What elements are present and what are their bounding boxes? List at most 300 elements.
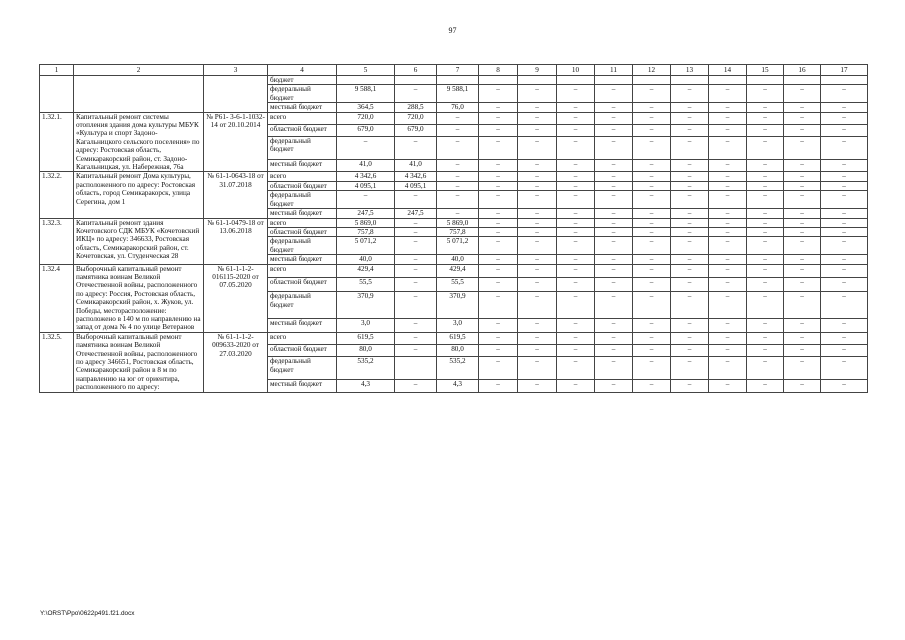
- empty-year-cell: –: [479, 112, 518, 124]
- empty-year-cell: [518, 76, 557, 85]
- empty-year-cell: –: [709, 380, 747, 392]
- empty-year-cell: –: [557, 85, 595, 103]
- empty-year-cell: –: [557, 345, 595, 357]
- item-decree: № 61-1-1-2-016115-2020 от 07.05.2020: [204, 264, 268, 332]
- empty-year-cell: –: [557, 318, 595, 332]
- empty-year-cell: –: [747, 380, 784, 392]
- empty-year-cell: –: [518, 237, 557, 255]
- column-header: 10: [557, 65, 595, 76]
- item-number: 1.32.4: [40, 264, 74, 332]
- amount-cell: 5 071,2: [337, 237, 395, 255]
- budget-type: всего: [268, 112, 337, 124]
- empty-year-cell: –: [747, 278, 784, 292]
- empty-year-cell: –: [709, 345, 747, 357]
- amount-cell: –: [437, 112, 479, 124]
- empty-year-cell: –: [784, 112, 821, 124]
- empty-year-cell: –: [747, 292, 784, 318]
- empty-year-cell: –: [784, 85, 821, 103]
- amount-cell: –: [437, 124, 479, 136]
- empty-year-cell: –: [479, 124, 518, 136]
- empty-year-cell: –: [821, 124, 868, 136]
- column-header: 2: [74, 65, 204, 76]
- amount-cell: –: [395, 85, 437, 103]
- empty-year-cell: –: [709, 172, 747, 181]
- item-number: [40, 76, 74, 113]
- amount-cell: –: [395, 332, 437, 344]
- empty-year-cell: –: [557, 124, 595, 136]
- budget-type: областной бюджет: [268, 181, 337, 190]
- empty-year-cell: –: [709, 227, 747, 236]
- empty-year-cell: –: [633, 278, 671, 292]
- amount-cell: 41,0: [395, 160, 437, 172]
- amount-cell: –: [395, 292, 437, 318]
- empty-year-cell: –: [784, 278, 821, 292]
- empty-year-cell: –: [671, 124, 709, 136]
- empty-year-cell: –: [671, 357, 709, 380]
- amount-cell: 40,0: [337, 255, 395, 264]
- empty-year-cell: –: [821, 85, 868, 103]
- empty-year-cell: –: [671, 332, 709, 344]
- empty-year-cell: [557, 76, 595, 85]
- empty-year-cell: [595, 76, 633, 85]
- empty-year-cell: –: [595, 345, 633, 357]
- empty-year-cell: –: [595, 209, 633, 218]
- empty-year-cell: –: [709, 124, 747, 136]
- empty-year-cell: –: [747, 237, 784, 255]
- empty-year-cell: –: [784, 264, 821, 278]
- item-description: Капитальный ремонт системы отопления здания дома культуры МБУК «Культура и спорт Задоно-Кагальницкого сельского поселения» по адресу: Ростовская область, Семикаракорский район, ст. Задоно-Кагальницкая, ул. Набережная, 76а: [74, 112, 204, 172]
- empty-year-cell: –: [671, 218, 709, 227]
- empty-year-cell: –: [747, 227, 784, 236]
- amount-cell: 247,5: [337, 209, 395, 218]
- empty-year-cell: –: [557, 264, 595, 278]
- empty-year-cell: –: [595, 264, 633, 278]
- budget-type: областной бюджет: [268, 345, 337, 357]
- empty-year-cell: –: [557, 160, 595, 172]
- empty-year-cell: –: [747, 191, 784, 209]
- empty-year-cell: –: [709, 209, 747, 218]
- empty-year-cell: –: [671, 209, 709, 218]
- empty-year-cell: –: [633, 112, 671, 124]
- empty-year-cell: –: [633, 160, 671, 172]
- amount-cell: 370,9: [437, 292, 479, 318]
- empty-year-cell: –: [479, 172, 518, 181]
- amount-cell: [337, 76, 395, 85]
- budget-type: местный бюджет: [268, 103, 337, 112]
- empty-year-cell: –: [747, 137, 784, 160]
- empty-year-cell: –: [479, 264, 518, 278]
- empty-year-cell: –: [633, 264, 671, 278]
- empty-year-cell: –: [518, 318, 557, 332]
- budget-type: местный бюджет: [268, 380, 337, 392]
- empty-year-cell: –: [557, 181, 595, 190]
- empty-year-cell: –: [709, 85, 747, 103]
- empty-year-cell: –: [709, 332, 747, 344]
- table-row: [40, 76, 868, 85]
- empty-year-cell: –: [479, 103, 518, 112]
- empty-year-cell: –: [479, 85, 518, 103]
- amount-cell: 535,2: [437, 357, 479, 380]
- empty-year-cell: –: [557, 209, 595, 218]
- empty-year-cell: –: [595, 191, 633, 209]
- empty-year-cell: –: [709, 112, 747, 124]
- budget-type: местный бюджет: [268, 160, 337, 172]
- empty-year-cell: –: [747, 112, 784, 124]
- budget-type: федеральный бюджет: [268, 191, 337, 209]
- empty-year-cell: –: [671, 318, 709, 332]
- empty-year-cell: –: [633, 85, 671, 103]
- empty-year-cell: –: [821, 380, 868, 392]
- empty-year-cell: –: [557, 237, 595, 255]
- budget-type: федеральный бюджет: [268, 237, 337, 255]
- amount-cell: 247,5: [395, 209, 437, 218]
- empty-year-cell: –: [821, 103, 868, 112]
- empty-year-cell: –: [747, 209, 784, 218]
- amount-cell: –: [337, 191, 395, 209]
- item-decree: № 61-1-0643-18 от 31.07.2018: [204, 172, 268, 218]
- empty-year-cell: –: [557, 191, 595, 209]
- empty-year-cell: –: [479, 255, 518, 264]
- empty-year-cell: [633, 76, 671, 85]
- empty-year-cell: –: [784, 172, 821, 181]
- budget-type: всего: [268, 218, 337, 227]
- empty-year-cell: –: [479, 292, 518, 318]
- empty-year-cell: [784, 76, 821, 85]
- empty-year-cell: –: [633, 318, 671, 332]
- empty-year-cell: –: [518, 332, 557, 344]
- budget-type: местный бюджет: [268, 209, 337, 218]
- amount-cell: 679,0: [337, 124, 395, 136]
- amount-cell: 5 869,0: [337, 218, 395, 227]
- item-decree: № 61-1-1-2-009633-2020 от 27.03.2020: [204, 332, 268, 392]
- empty-year-cell: –: [709, 278, 747, 292]
- table-body: [40, 76, 868, 393]
- empty-year-cell: [747, 76, 784, 85]
- budget-type: местный бюджет: [268, 318, 337, 332]
- empty-year-cell: –: [821, 181, 868, 190]
- empty-year-cell: –: [709, 103, 747, 112]
- empty-year-cell: –: [518, 85, 557, 103]
- amount-cell: 364,5: [337, 103, 395, 112]
- amount-cell: 3,0: [337, 318, 395, 332]
- empty-year-cell: –: [595, 292, 633, 318]
- empty-year-cell: –: [595, 160, 633, 172]
- budget-type: бюджет: [268, 76, 337, 85]
- amount-cell: –: [437, 160, 479, 172]
- empty-year-cell: –: [671, 191, 709, 209]
- amount-cell: –: [395, 278, 437, 292]
- amount-cell: –: [395, 255, 437, 264]
- empty-year-cell: –: [784, 357, 821, 380]
- empty-year-cell: –: [633, 124, 671, 136]
- amount-cell: 4,3: [337, 380, 395, 392]
- empty-year-cell: –: [479, 318, 518, 332]
- empty-year-cell: –: [747, 318, 784, 332]
- empty-year-cell: [821, 76, 868, 85]
- budget-type: федеральный бюджет: [268, 292, 337, 318]
- budget-type: федеральный бюджет: [268, 137, 337, 160]
- empty-year-cell: –: [479, 218, 518, 227]
- empty-year-cell: –: [784, 345, 821, 357]
- column-header: 4: [268, 65, 337, 76]
- empty-year-cell: –: [633, 345, 671, 357]
- budget-type: федеральный бюджет: [268, 357, 337, 380]
- empty-year-cell: –: [671, 160, 709, 172]
- empty-year-cell: –: [633, 103, 671, 112]
- empty-year-cell: –: [595, 237, 633, 255]
- empty-year-cell: –: [821, 209, 868, 218]
- amount-cell: 619,5: [337, 332, 395, 344]
- empty-year-cell: –: [595, 112, 633, 124]
- item-number: 1.32.3.: [40, 218, 74, 264]
- empty-year-cell: –: [518, 172, 557, 181]
- amount-cell: 720,0: [395, 112, 437, 124]
- amount-cell: 9 588,1: [337, 85, 395, 103]
- empty-year-cell: –: [747, 172, 784, 181]
- empty-year-cell: –: [557, 332, 595, 344]
- empty-year-cell: –: [671, 264, 709, 278]
- empty-year-cell: –: [479, 227, 518, 236]
- empty-year-cell: –: [747, 124, 784, 136]
- budget-type: всего: [268, 172, 337, 181]
- budget-type: всего: [268, 332, 337, 344]
- empty-year-cell: –: [557, 172, 595, 181]
- empty-year-cell: –: [633, 237, 671, 255]
- amount-cell: 757,8: [437, 227, 479, 236]
- empty-year-cell: –: [479, 380, 518, 392]
- empty-year-cell: –: [595, 332, 633, 344]
- empty-year-cell: –: [557, 103, 595, 112]
- amount-cell: –: [395, 237, 437, 255]
- empty-year-cell: –: [671, 103, 709, 112]
- empty-year-cell: –: [821, 172, 868, 181]
- empty-year-cell: –: [671, 345, 709, 357]
- empty-year-cell: –: [784, 380, 821, 392]
- empty-year-cell: –: [595, 255, 633, 264]
- empty-year-cell: –: [633, 209, 671, 218]
- empty-year-cell: –: [709, 191, 747, 209]
- empty-year-cell: –: [518, 227, 557, 236]
- amount-cell: 76,0: [437, 103, 479, 112]
- empty-year-cell: –: [671, 137, 709, 160]
- empty-year-cell: –: [709, 181, 747, 190]
- item-description: Капитальный ремонт здания Кочетовского СДК МБУК «Кочетовский ИКЦ» по адресу: 346633, Ростовская область, Семикаракорский район, ст. Кочетовская, ул. Студенческая 28: [74, 218, 204, 264]
- column-header: 14: [709, 65, 747, 76]
- empty-year-cell: –: [633, 227, 671, 236]
- amount-cell: 5 071,2: [437, 237, 479, 255]
- empty-year-cell: –: [557, 278, 595, 292]
- empty-year-cell: –: [518, 255, 557, 264]
- amount-cell: 5 869,0: [437, 218, 479, 227]
- empty-year-cell: [671, 76, 709, 85]
- empty-year-cell: –: [671, 85, 709, 103]
- empty-year-cell: –: [821, 255, 868, 264]
- empty-year-cell: –: [709, 237, 747, 255]
- empty-year-cell: –: [821, 264, 868, 278]
- item-description: Капитальный ремонт Дома культуры, расположенного по адресу: Ростовская область, город Семикаракорск, улица Серегина, дом 1: [74, 172, 204, 218]
- empty-year-cell: –: [709, 357, 747, 380]
- amount-cell: 80,0: [337, 345, 395, 357]
- empty-year-cell: –: [518, 191, 557, 209]
- amount-cell: 679,0: [395, 124, 437, 136]
- empty-year-cell: –: [557, 218, 595, 227]
- empty-year-cell: –: [518, 264, 557, 278]
- empty-year-cell: [709, 76, 747, 85]
- empty-year-cell: –: [747, 160, 784, 172]
- amount-cell: –: [337, 137, 395, 160]
- empty-year-cell: –: [518, 112, 557, 124]
- empty-year-cell: –: [821, 137, 868, 160]
- empty-year-cell: –: [557, 112, 595, 124]
- empty-year-cell: –: [821, 218, 868, 227]
- budget-table: [39, 64, 868, 393]
- empty-year-cell: –: [671, 380, 709, 392]
- empty-year-cell: –: [784, 292, 821, 318]
- empty-year-cell: –: [518, 209, 557, 218]
- empty-year-cell: –: [557, 137, 595, 160]
- item-number: 1.32.5.: [40, 332, 74, 392]
- empty-year-cell: –: [671, 227, 709, 236]
- amount-cell: 40,0: [437, 255, 479, 264]
- item-decree: [204, 76, 268, 113]
- empty-year-cell: –: [709, 264, 747, 278]
- amount-cell: 619,5: [437, 332, 479, 344]
- item-number: 1.32.2.: [40, 172, 74, 218]
- empty-year-cell: –: [821, 191, 868, 209]
- amount-cell: –: [395, 218, 437, 227]
- empty-year-cell: –: [784, 227, 821, 236]
- empty-year-cell: –: [709, 318, 747, 332]
- amount-cell: [395, 357, 437, 380]
- empty-year-cell: –: [709, 160, 747, 172]
- empty-year-cell: –: [784, 332, 821, 344]
- column-header: 16: [784, 65, 821, 76]
- empty-year-cell: –: [518, 345, 557, 357]
- empty-year-cell: –: [479, 278, 518, 292]
- amount-cell: –: [395, 318, 437, 332]
- empty-year-cell: –: [595, 124, 633, 136]
- empty-year-cell: –: [784, 137, 821, 160]
- empty-year-cell: –: [595, 85, 633, 103]
- empty-year-cell: –: [633, 172, 671, 181]
- empty-year-cell: –: [747, 181, 784, 190]
- budget-type: областной бюджет: [268, 124, 337, 136]
- budget-type: федеральный бюджет: [268, 85, 337, 103]
- empty-year-cell: –: [821, 332, 868, 344]
- amount-cell: 80,0: [437, 345, 479, 357]
- column-header: 1: [40, 65, 74, 76]
- amount-cell: [437, 76, 479, 85]
- amount-cell: 3,0: [437, 318, 479, 332]
- empty-year-cell: –: [784, 318, 821, 332]
- column-header: 9: [518, 65, 557, 76]
- amount-cell: –: [437, 172, 479, 181]
- item-decree: № Р61- 3-6-1-1032-14 от 20.10.2014: [204, 112, 268, 172]
- table-row: [40, 112, 868, 124]
- empty-year-cell: –: [595, 103, 633, 112]
- amount-cell: –: [395, 264, 437, 278]
- amount-cell: –: [437, 191, 479, 209]
- empty-year-cell: –: [518, 124, 557, 136]
- empty-year-cell: –: [518, 160, 557, 172]
- column-header: 12: [633, 65, 671, 76]
- amount-cell: –: [395, 191, 437, 209]
- amount-cell: 535,2: [337, 357, 395, 380]
- empty-year-cell: –: [784, 209, 821, 218]
- empty-year-cell: –: [479, 137, 518, 160]
- item-description: Выборочный капитальный ремонт памятника воинам Великой Отечественной войны, расположенного по адресу: Россия, Ростовская область, Семикаракорский район, х. Жуков, ул. Победы, месторасположение: расположено в 140 м по направлению на запад от дома № 4 по улице Ветеранов: [74, 264, 204, 332]
- item-decree: № 61-1-0479-18 от 13.06.2018: [204, 218, 268, 264]
- empty-year-cell: –: [595, 380, 633, 392]
- empty-year-cell: –: [595, 318, 633, 332]
- column-header: 5: [337, 65, 395, 76]
- empty-year-cell: –: [821, 160, 868, 172]
- budget-type: областной бюджет: [268, 278, 337, 292]
- amount-cell: –: [395, 345, 437, 357]
- empty-year-cell: –: [479, 357, 518, 380]
- empty-year-cell: –: [784, 237, 821, 255]
- empty-year-cell: –: [747, 332, 784, 344]
- amount-cell: 429,4: [437, 264, 479, 278]
- file-path-footer: Y:\ORST\Ppo\0622p491.f21.docx: [40, 610, 135, 617]
- amount-cell: –: [395, 137, 437, 160]
- empty-year-cell: –: [821, 357, 868, 380]
- amount-cell: 720,0: [337, 112, 395, 124]
- empty-year-cell: –: [747, 255, 784, 264]
- empty-year-cell: –: [821, 112, 868, 124]
- empty-year-cell: –: [633, 292, 671, 318]
- empty-year-cell: –: [595, 181, 633, 190]
- empty-year-cell: –: [518, 357, 557, 380]
- amount-cell: –: [437, 209, 479, 218]
- empty-year-cell: –: [595, 137, 633, 160]
- empty-year-cell: –: [479, 191, 518, 209]
- empty-year-cell: –: [557, 292, 595, 318]
- empty-year-cell: –: [784, 103, 821, 112]
- column-header: 3: [204, 65, 268, 76]
- amount-cell: –: [437, 137, 479, 160]
- empty-year-cell: –: [633, 191, 671, 209]
- empty-year-cell: –: [709, 292, 747, 318]
- empty-year-cell: –: [557, 380, 595, 392]
- column-header: 11: [595, 65, 633, 76]
- empty-year-cell: –: [671, 172, 709, 181]
- empty-year-cell: –: [747, 103, 784, 112]
- empty-year-cell: –: [671, 181, 709, 190]
- amount-cell: 4 095,1: [395, 181, 437, 190]
- amount-cell: 429,4: [337, 264, 395, 278]
- budget-type: местный бюджет: [268, 255, 337, 264]
- empty-year-cell: –: [747, 264, 784, 278]
- empty-year-cell: –: [709, 218, 747, 227]
- empty-year-cell: –: [518, 137, 557, 160]
- empty-year-cell: –: [784, 191, 821, 209]
- empty-year-cell: –: [747, 345, 784, 357]
- empty-year-cell: –: [633, 332, 671, 344]
- empty-year-cell: –: [671, 112, 709, 124]
- empty-year-cell: –: [518, 278, 557, 292]
- amount-cell: –: [395, 227, 437, 236]
- empty-year-cell: –: [709, 137, 747, 160]
- amount-cell: 4 342,6: [337, 172, 395, 181]
- amount-cell: 288,5: [395, 103, 437, 112]
- empty-year-cell: –: [784, 160, 821, 172]
- amount-cell: 55,5: [337, 278, 395, 292]
- table-row: [40, 172, 868, 181]
- empty-year-cell: –: [821, 237, 868, 255]
- amount-cell: [395, 76, 437, 85]
- empty-year-cell: –: [518, 103, 557, 112]
